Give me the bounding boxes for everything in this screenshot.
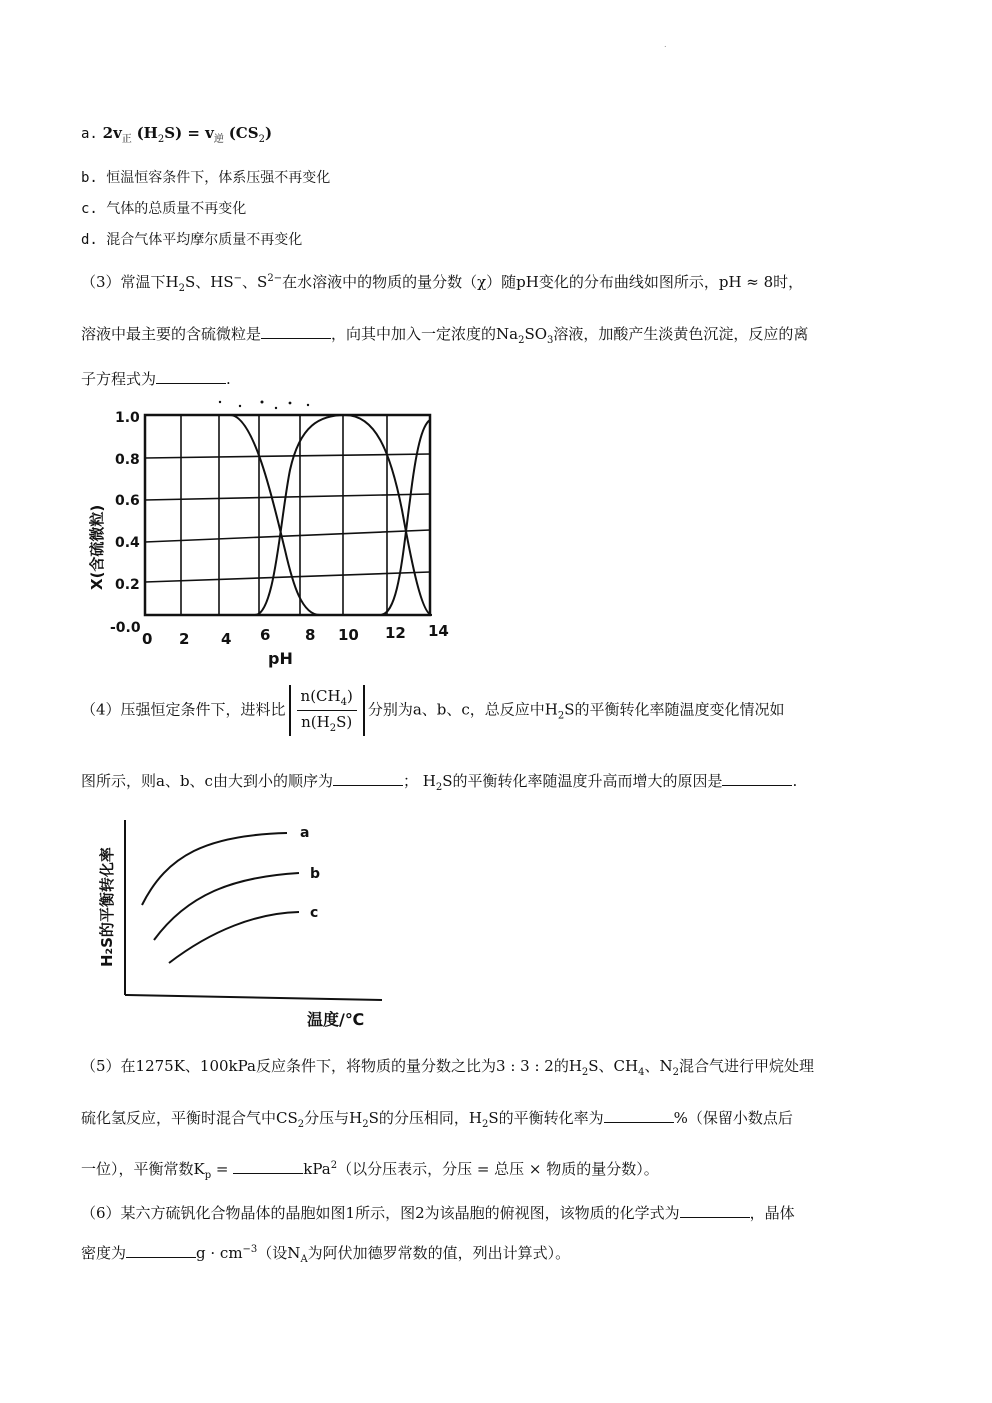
option-a-label: a. <box>81 126 98 142</box>
q3-line3 <box>81 368 231 389</box>
sub-forward: 正 <box>121 134 132 145</box>
curves <box>145 415 432 615</box>
text: g · cm <box>196 1244 243 1262</box>
text: （6）某六方硫钒化合物晶体的晶胞如图1所示，图2为该晶胞的俯视图，该物质的化学式为 <box>81 1204 680 1222</box>
x-axis-label: 温度/℃ <box>307 1010 365 1029</box>
q5-line1: （5）在1275K、100kPa反应条件下，将物质的量分数之比为3 : 3 : 2的$H_2S$、$CH_4$、$N_2$混合气进行甲烷处理 <box>81 1057 815 1078</box>
text: kPa <box>303 1160 331 1178</box>
text: 、S <box>242 273 268 291</box>
text: 分别为a、b、c，总反应中H <box>367 700 558 719</box>
y-axis-label: X(含硫微粒) <box>88 504 106 590</box>
ytick-label: 0.2 <box>115 577 140 593</box>
series-label-b: b <box>310 866 321 882</box>
text: 混合气进行甲烷处理 <box>679 1057 815 1075</box>
q3-line1: （3）常温下$H_2S$、HS−、$S^{2-}$在水溶液中的物质的量分数（χ）随pH变化的分布曲线如图所示，pH ≈ 8时， <box>81 273 804 294</box>
text: 图所示，则a、b、c由大到小的顺序为 <box>81 772 333 790</box>
text: 、N <box>644 1057 673 1075</box>
answer-blank[interactable] <box>333 771 403 786</box>
curve-a <box>142 833 287 905</box>
answer-blank[interactable] <box>261 324 331 339</box>
text: S的平衡转化率随温度变化情况如 <box>564 700 785 719</box>
xtick-label: 14 <box>428 622 449 640</box>
sub-reverse: 逆 <box>213 134 224 145</box>
text: n(H <box>301 713 330 731</box>
text: ，晶体 <box>749 1204 795 1222</box>
text: （3）常温下H <box>81 273 179 291</box>
top-dot: . <box>664 40 667 49</box>
text: 溶液中最主要的含硫微粒是 <box>81 325 262 343</box>
x-ticks <box>142 622 449 648</box>
xtick-label: 12 <box>385 624 406 642</box>
formula-part: (H <box>136 124 158 142</box>
text: （5）在1275K、100kPa反应条件下，将物质的量分数之比为3 : 3 : 2的H <box>81 1057 582 1075</box>
ytick-label: 0.4 <box>115 535 140 551</box>
text: 硫化氢反应，平衡时混合气中CS <box>81 1109 298 1127</box>
y-ticks <box>110 410 141 636</box>
option-c: c. 气体的总质量不再变化 <box>81 201 247 217</box>
subscript: p <box>204 1170 212 1181</box>
gridlines <box>145 415 430 615</box>
xtick-label: 8 <box>305 626 316 644</box>
text: 一位），平衡常数K <box>81 1160 205 1178</box>
text: . <box>792 772 798 790</box>
answer-blank[interactable] <box>233 1159 303 1174</box>
xtick-label: 6 <box>260 626 271 644</box>
text: 在水溶液中的物质的量分数（χ）随pH变化的分布曲线如图所示，pH ≈ 8时， <box>282 273 804 291</box>
text: S、CH <box>588 1057 639 1075</box>
text: . <box>226 370 231 388</box>
curve-c <box>169 912 299 963</box>
text: %（保留小数点后 <box>673 1109 793 1127</box>
answer-blank[interactable] <box>156 369 226 384</box>
q5-line3: 一位），平衡常数$K_p = kPa^2$（以分压表示，分压 = 总压 × 物质的量分数）。 <box>81 1160 659 1181</box>
option-d: d. 混合气体平均摩尔质量不再变化 <box>81 232 303 248</box>
text: ) <box>347 687 353 705</box>
option-a: a. $2v_正$ $(H_2S) = v_逆$ $(CS_2)$ <box>81 124 273 145</box>
conversion-curves <box>142 833 299 963</box>
answer-blank[interactable] <box>680 1203 750 1218</box>
series-label-a: a <box>300 825 310 841</box>
text: 为阿伏加德罗常数的值，列出计算式）。 <box>307 1244 571 1262</box>
answer-blank[interactable] <box>722 771 792 786</box>
distribution-chart <box>80 390 480 675</box>
answer-blank[interactable] <box>604 1108 674 1123</box>
ytick-label: 1.0 <box>115 410 140 426</box>
text: （以分压表示，分压 = 总压 × 物质的量分数）。 <box>337 1160 659 1178</box>
q6-line1 <box>81 1202 795 1223</box>
text: 子方程式为 <box>81 370 157 388</box>
series-label-c: c <box>310 905 319 921</box>
formula-part: ) <box>264 124 273 142</box>
text: S、HS <box>185 273 234 291</box>
scan-noise <box>219 401 309 410</box>
q4-line2: 图所示，则a、b、c由大到小的顺序为 ； $H_2S$的平衡转化率随温度升高而增大的原因是 . <box>81 772 798 793</box>
subscript: A <box>300 1254 308 1265</box>
xtick-label: 0 <box>142 630 153 648</box>
q5-line2: 硫化氢反应，平衡时混合气中$CS_2$分压与$H_2S$的分压相同，$H_2S$的平衡转化率为 %（保留小数点后 <box>81 1109 793 1130</box>
curve-b <box>154 873 299 940</box>
text: ； H <box>402 772 436 790</box>
formula-part: 2v <box>102 124 122 142</box>
text: ，向其中加入一定浓度的Na <box>331 325 519 343</box>
formula-part: S) = v <box>164 124 214 142</box>
text: （4）压强恒定条件下，进料比 <box>81 700 286 719</box>
q6-line2: 密度为 $g \cdot cm^{-3}$（设$N_A$为阿伏加德罗常数的值，列出计算式）。 <box>81 1244 571 1265</box>
q4-line1: （4）压强恒定条件下，进料比 $\frac{n(CH_4)}{n(H_2S)}$ 分别为a、b、c，总反应中$H_2S$的平衡转化率随温度变化情况如 <box>81 687 785 734</box>
ytick-label: -0.0 <box>110 620 141 636</box>
xtick-label: 4 <box>221 630 232 648</box>
text: = <box>211 1160 234 1178</box>
text: SO <box>524 325 548 343</box>
q3-line2: 溶液中最主要的含硫微粒是 ，向其中加入一定浓度的$Na_2SO_3$溶液，加酸产生淡黄色沉淀，反应的离 <box>81 325 809 346</box>
ytick-label: 0.6 <box>115 493 140 509</box>
xtick-label: 10 <box>338 626 359 644</box>
x-axis-label: pH <box>268 649 293 668</box>
text: S的分压相同，H <box>368 1109 482 1127</box>
y-axis-label: H₂S的平衡转化率 <box>98 847 116 967</box>
feed-ratio-fraction: $\frac{n(CH_4)}{n(H_2S)}$ <box>289 685 365 736</box>
text: n(CH <box>300 687 341 705</box>
text: （设N <box>257 1244 301 1262</box>
text: 密度为 <box>81 1244 127 1262</box>
text: S的平衡转化率随温度升高而增大的原因是 <box>442 772 723 790</box>
text: 溶液，加酸产生淡黄色沉淀，反应的离 <box>553 325 809 343</box>
ytick-label: 0.8 <box>115 452 140 468</box>
text: S) <box>336 713 353 731</box>
formula-part: (CS <box>228 124 259 142</box>
option-b: b. 恒温恒容条件下，体系压强不再变化 <box>81 170 331 186</box>
text: 分压与H <box>304 1109 363 1127</box>
answer-blank[interactable] <box>126 1243 196 1258</box>
conversion-chart <box>92 815 412 1035</box>
text: S的平衡转化率为 <box>488 1109 604 1127</box>
xtick-label: 2 <box>179 630 190 648</box>
